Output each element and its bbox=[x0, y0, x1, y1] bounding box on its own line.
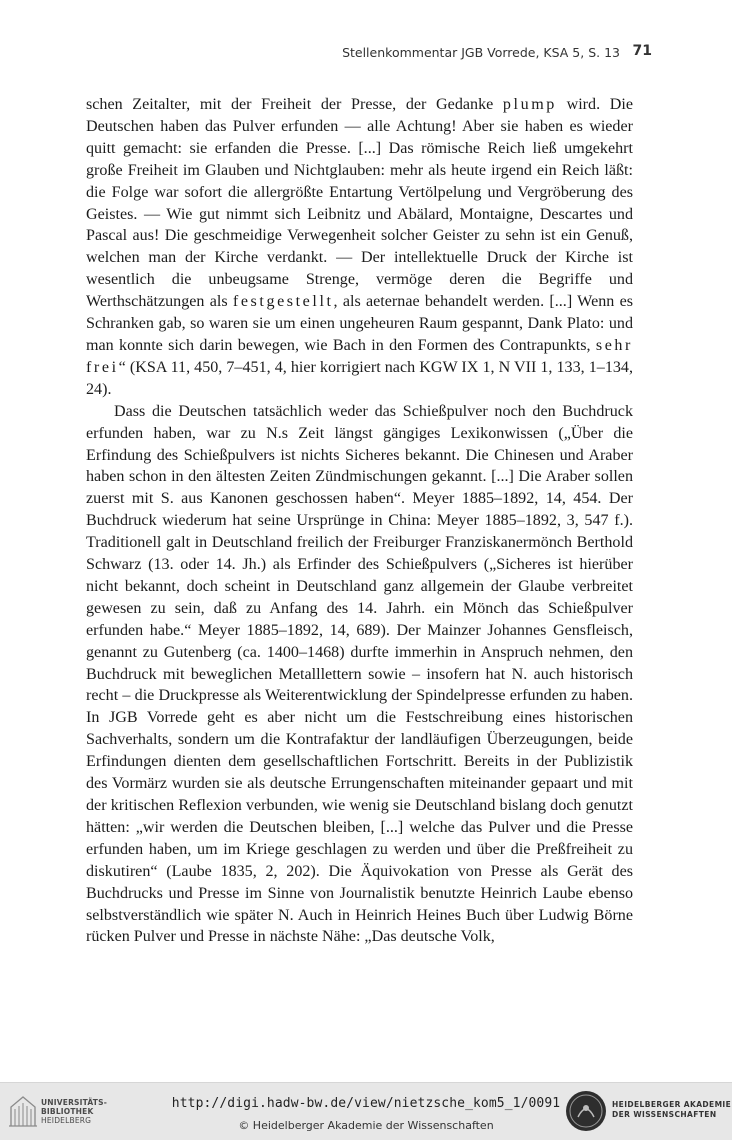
academy-seal-icon bbox=[566, 1091, 606, 1131]
emphasized-text: sehr frei bbox=[86, 336, 633, 376]
academy-name bbox=[612, 1100, 731, 1120]
permalink-url[interactable]: http://digi.hadw-bw.de/view/nietzsche_kom5_1/0091 bbox=[171, 1096, 561, 1111]
text-segment: schen Zeitalter, mit der Freiheit der Presse, der Gedanke bbox=[86, 96, 503, 113]
text-segment: , als aeternae behandelt werden. [...] Wenn es Schranken gab, so waren sie um einen ungeheuren Raum gespannt, Dank Plato: und man konnte sich darin bewegen, wie Bach in den Formen des Contrapunkts, bbox=[86, 293, 633, 354]
running-head bbox=[0, 41, 652, 65]
page-number: 71 bbox=[632, 43, 652, 59]
emphasized-text: plump bbox=[502, 96, 557, 113]
viewer-footer bbox=[0, 1082, 732, 1140]
library-name-line-1: UNIVERSITÄTS- bbox=[41, 1098, 108, 1107]
body-text bbox=[86, 94, 633, 948]
text-segment: “ (KSA 11, 450, 7–451, 4, hier korrigiert nach KGW IX 1, N VII 1, 133, 1–134, 24). bbox=[86, 358, 633, 398]
copyright-notice: © Heidelberger Akademie der Wissenschaften bbox=[238, 1119, 494, 1132]
library-name-line-3: HEIDELBERG bbox=[41, 1116, 92, 1125]
text-segment: Dass die Deutschen tatsächlich weder das Schießpulver noch den Buchdruck erfunden haben, war zu N.s Zeit längst gängiges Lexikonwissen („Über die Erfindung des Schießpulvers ist nichts Sicheres bekannt. Die Chinesen und Araber haben schon in den ältesten Zeiten Zündmischungen gekannt. [...] Die Araber sollen zuerst mit S. aus Kanonen geschossen haben“. Meyer 1885–1892, 14, 454. Der Buchdruck wiederum hat seine Ursprünge in China: Meyer 1885–1892, 3, 547 f.). Traditionell galt in Deutschland freilich der Freiburger Franziskanermönch Berthold Schwarz (13. oder 14. Jh.) als Erfinder des Schießpulvers („Sicheres ist hierüber nicht bekannt, doch scheint in Deutschland ganz allgemein der Glaube verbreitet gewesen zu sein, daß zu Anfang des 14. Jahrh. ein Mönch das Schießpulver erfunden habe.“ Meyer 1885–1892, 14, 689). Der Mainzer Johannes Gensfleisch, genannt zu Gutenberg (ca. 1400–1468) durfte immerhin in Anspruch nehmen, den Buchdruck mit beweglichen Metalllettern sowie – insofern hat N. auch historisch recht – die Druckpresse als Weiterentwicklung der Spindelpresse erfunden zu haben. In JGB Vorrede geht es aber nicht um die Festschreibung eines historischen Sachverhalts, sondern um die Kontrafaktur der landläufigen Überzeugungen, beide Erfindungen dienten dem gesellschaftlichen Fortschritt. Bereits in der Publizistik des Vormärz wurden sie als deutsche Errungenschaften miteinander gepaart und mit der kritischen Reflexion verbunden, wie wenig sie Deutschland bislang doch genutzt hätten: „wir werden die Deutschen bleiben, [...] welche das Pulver und die Presse erfunden haben, um im Kriege geschlagen zu werden und über die Preßfreiheit zu diskutiren“ (Laube 1835, 2, 202). Die Äquivokation von Presse als Gerät des Buchdrucks und Presse im Sinne von Journalistik benutzte Heinrich Laube ebenso selbstverständlich wie später N. Auch in Heinrich Heines Buch über Ludwig Börne rücken Pulver und Presse in nächste Nähe: „Das deutsche Volk, bbox=[86, 402, 633, 946]
library-name-line-2: BIBLIOTHEK bbox=[41, 1107, 94, 1116]
academy-name-line-1: HEIDELBERGER AKADEMIE bbox=[612, 1100, 732, 1109]
emphasized-text: festgestellt bbox=[232, 293, 334, 311]
running-head-title: Stellenkommentar JGB Vorrede, KSA 5, S. 13 bbox=[342, 45, 620, 60]
paragraph bbox=[86, 401, 633, 949]
paragraph bbox=[86, 94, 633, 401]
academy-name-line-2: DER WISSENSCHAFTEN bbox=[612, 1110, 717, 1119]
text-segment: wird. Die Deutschen haben das Pulver erfunden — alle Achtung! Aber sie haben es wieder quitt gemacht: sie erfanden die Presse. [...] Das römische Reich ließ umgekehrt große Freiheit im Glauben und Nichtglauben: mehr als heute irgend ein Reich läßt: die Folge war sofort die allergrößte Entartung Vertölpelung und Vergröberung des Geistes. — Wie gut nimmt sich Leibnitz und Abälard, Montaigne, Descartes und Pascal aus! Die geschmeidige Verwegenheit solcher Geister zu sehn ist ein Genuß, welchen man der Kirche verdankt. — Der intellektuelle Druck der Kirche ist wesentlich die unbeugsame Strenge, vermöge deren die Begriffe und Werthschätzungen als bbox=[86, 96, 633, 311]
